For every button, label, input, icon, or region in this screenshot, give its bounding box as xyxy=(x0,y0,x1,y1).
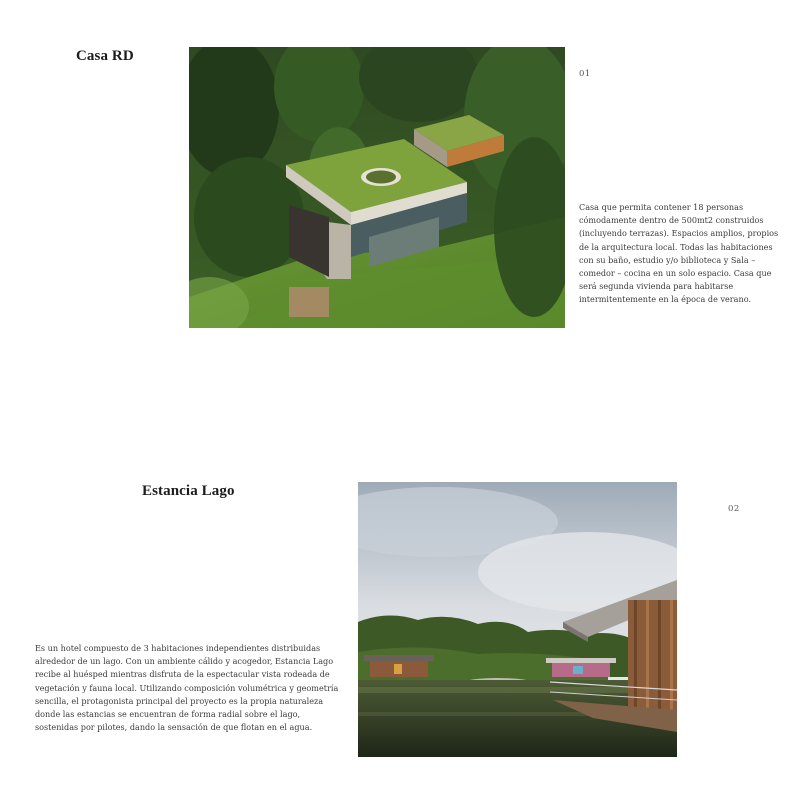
project-description: Casa que permita contener 18 personas cómodamente dentro de 500mt2 construidos (incluyendo terrazas). Espacios amplios, propios de la arquitectura local. Todas las habitaciones con su baño, estudio y/o biblioteca y Sala – comedor – cocina en un solo espacio. Casa que será segunda vivienda para habitarse intermitentemente en la época de verano. xyxy=(579,202,779,305)
casa-rd-image xyxy=(189,47,565,328)
estancia-lago-image xyxy=(358,482,677,757)
project-number: 01 xyxy=(579,69,591,79)
casa-rd-photo[interactable] xyxy=(189,47,565,328)
project-title-casa-rd: Casa RD xyxy=(76,48,134,64)
project-description: Es un hotel compuesto de 3 habitaciones independientes distribuidas alrededor de un lago. Con un ambiente cálido y acogedor, Estancia Lago recibe al huésped mientras disfruta de la espectacular vista rodeada de vegetación y fauna local. Utilizando composición volumétrica y geometría sencilla, el protagonista principal del proyecto es la propia naturaleza donde las estancias se encuentran de forma radial sobre el lago, sostenidas por pilotes, dando la sensación de que flotan en el agua. xyxy=(35,643,339,733)
project-title-estancia-lago: Estancia Lago xyxy=(142,483,235,499)
estancia-lago-photo[interactable] xyxy=(358,482,677,757)
project-number: 02 xyxy=(728,504,740,514)
